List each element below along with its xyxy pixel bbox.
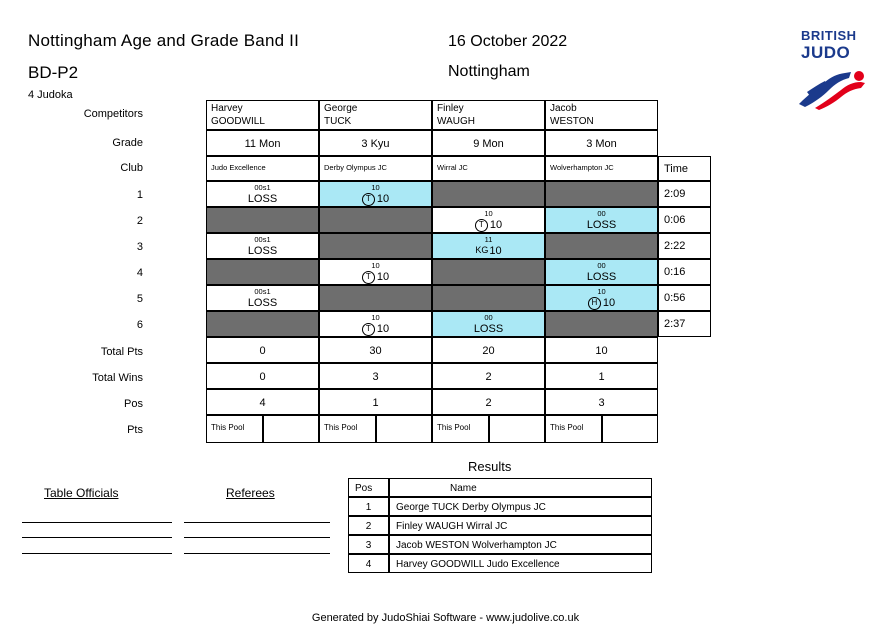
grade-cell-1 (206, 130, 319, 156)
pos-value: 4 (259, 397, 266, 409)
referees-line-3 (184, 553, 330, 554)
result-text: LOSS (247, 245, 278, 257)
grade-value: 11 Mon (244, 138, 281, 150)
referees-label: Referees (226, 486, 275, 500)
match-cell-r2-c4[interactable] (545, 207, 658, 233)
match-cell-r6-c4-blocked (545, 311, 658, 337)
referees-line-1 (184, 522, 330, 523)
pos-value: 1 (372, 397, 379, 409)
pts-pool-cell-1 (206, 415, 263, 443)
results-pos-value: 4 (365, 559, 372, 570)
pos-cell-1 (206, 389, 319, 415)
result-text (433, 245, 544, 257)
total-pts-cell-2 (319, 337, 432, 363)
match-cell-r3-c1[interactable] (206, 233, 319, 259)
results-pos-value: 1 (365, 502, 372, 513)
pts-pool-label: This Pool (437, 423, 471, 432)
score-sub: 10 (371, 313, 380, 322)
match-cell-r1-c1[interactable] (206, 181, 319, 207)
club-value: Judo Excellence (211, 163, 266, 172)
results-name-value: George TUCK Derby Olympus JC (396, 502, 546, 513)
pts-pool-cell-3 (432, 415, 489, 443)
grade-value: 9 Mon (473, 138, 504, 150)
match-cell-r4-c4[interactable] (545, 259, 658, 285)
match-time-r2 (658, 207, 711, 233)
results-pos-value: 3 (365, 540, 372, 551)
match-cell-r5-c2-blocked (319, 285, 432, 311)
match-cell-r4-c1-blocked (206, 259, 319, 285)
event-date: 16 October 2022 (448, 33, 568, 50)
total-pts-value: 10 (595, 345, 608, 357)
grade-value: 3 Kyu (361, 138, 390, 150)
label-club: Club (120, 162, 143, 174)
result-text: LOSS (473, 323, 504, 335)
results-row-name (389, 516, 652, 535)
competitor-cell-3 (432, 100, 545, 130)
match-cell-r2-c2-blocked (319, 207, 432, 233)
results-row-pos (348, 554, 389, 573)
total-pts-cell-1 (206, 337, 319, 363)
score-sub: 00s1 (254, 183, 271, 192)
pos-cell-3 (432, 389, 545, 415)
match-time-r6 (658, 311, 711, 337)
pts-pool-cell-4 (545, 415, 602, 443)
result-text: LOSS (586, 219, 617, 231)
grade-cell-2 (319, 130, 432, 156)
time-value: 2:37 (664, 318, 686, 330)
throw-marker-icon: T (362, 271, 375, 284)
logo-line-1: BRITISH (801, 28, 857, 43)
pts-pool-label: This Pool (550, 423, 584, 432)
pts-value-cell-1[interactable] (263, 415, 319, 443)
label-pts: Pts (127, 424, 143, 436)
throw-marker-icon: T (362, 193, 375, 206)
match-cell-r2-c3[interactable] (432, 207, 545, 233)
pos-value: 2 (485, 397, 492, 409)
results-row-pos (348, 535, 389, 554)
score-sub: 10 (371, 261, 380, 270)
competitor-last-name: TUCK (324, 116, 352, 127)
score-sub: 00s1 (254, 287, 271, 296)
pos-value: 3 (598, 397, 605, 409)
throw-marker-icon: T (362, 323, 375, 336)
pos-cell-2 (319, 389, 432, 415)
table-officials-line-2 (22, 537, 172, 538)
results-row-name (389, 497, 652, 516)
label-competitors: Competitors (83, 108, 143, 120)
total-wins-value: 3 (372, 371, 379, 383)
club-cell-4 (545, 156, 658, 181)
pos-cell-4 (545, 389, 658, 415)
match-time-r1 (658, 181, 711, 207)
pts-pool-label: This Pool (211, 423, 245, 432)
referees-line-2 (184, 537, 330, 538)
club-value: Derby Olympus JC (324, 163, 387, 172)
total-wins-cell-3 (432, 363, 545, 389)
results-row-pos (348, 516, 389, 535)
judoka-figure-icon (795, 64, 869, 112)
result-text: LOSS (247, 193, 278, 205)
club-cell-3 (432, 156, 545, 181)
label-pos: Pos (124, 398, 143, 410)
match-time-r4 (658, 259, 711, 285)
throw-marker-icon: T (475, 219, 488, 232)
match-cell-r6-c3[interactable] (432, 311, 545, 337)
results-header-pos-label: Pos (355, 483, 373, 494)
pts-pool-label: This Pool (324, 423, 358, 432)
footer-text: Generated by JudoShiai Software - www.judolive.co.uk (311, 612, 580, 624)
results-row-name (389, 554, 652, 573)
competitor-last-name: WESTON (550, 116, 594, 127)
hold-marker-icon: H (588, 297, 601, 310)
score-sub: 00 (597, 209, 606, 218)
grade-cell-4 (545, 130, 658, 156)
results-header-pos (348, 478, 389, 497)
label-round-4: 4 (136, 267, 143, 279)
match-cell-r5-c1[interactable] (206, 285, 319, 311)
club-value: Wirral JC (437, 163, 468, 172)
table-officials-line-1 (22, 522, 172, 523)
label-total-wins: Total Wins (92, 372, 143, 384)
grade-cell-3 (432, 130, 545, 156)
label-round-3: 3 (136, 241, 143, 253)
match-cell-r5-c4[interactable] (545, 285, 658, 311)
match-cell-r1-c2[interactable] (319, 181, 432, 207)
competitor-last-name: GOODWILL (211, 116, 265, 127)
results-pos-value: 2 (365, 521, 372, 532)
competitor-first-name: George (324, 103, 358, 114)
competitor-last-name: WAUGH (437, 116, 475, 127)
time-value: 2:09 (664, 188, 686, 200)
score-value: 10 (376, 193, 390, 205)
result-text: LOSS (586, 271, 617, 283)
total-pts-value: 20 (482, 345, 495, 357)
match-cell-r3-c4-blocked (545, 233, 658, 259)
time-value: 2:22 (664, 240, 686, 252)
match-cell-r3-c2-blocked (319, 233, 432, 259)
score-value: 10 (602, 297, 616, 309)
time-value: 0:06 (664, 214, 686, 226)
match-cell-r6-c1-blocked (206, 311, 319, 337)
label-round-1: 1 (136, 189, 143, 201)
results-header-name (389, 478, 652, 497)
time-header-label: Time (664, 163, 689, 175)
kinza-marker-icon: KG (475, 245, 489, 255)
page-title: Nottingham Age and Grade Band II (28, 31, 300, 50)
competitor-first-name: Jacob (550, 103, 577, 114)
total-wins-value: 0 (259, 371, 266, 383)
results-title: Results (468, 459, 512, 474)
result-text (320, 271, 431, 284)
match-cell-r1-c3-blocked (432, 181, 545, 207)
club-cell-2 (319, 156, 432, 181)
match-cell-r4-c2[interactable] (319, 259, 432, 285)
grade-value: 3 Mon (586, 138, 617, 150)
competitor-cell-2 (319, 100, 432, 130)
time-value: 0:56 (664, 292, 686, 304)
results-header-name-label: Name (450, 483, 477, 494)
score-sub: 00 (597, 261, 606, 270)
result-text (433, 219, 544, 232)
pts-pool-cell-2 (319, 415, 376, 443)
match-cell-r1-c4-blocked (545, 181, 658, 207)
club-cell-1 (206, 156, 319, 181)
logo-line-2: JUDO (801, 43, 851, 62)
time-header-cell (658, 156, 711, 181)
total-wins-value: 1 (598, 371, 605, 383)
total-pts-value: 0 (259, 345, 266, 357)
result-text: LOSS (247, 297, 278, 309)
total-pts-value: 30 (369, 345, 382, 357)
competitor-cell-4 (545, 100, 658, 130)
pts-value-cell-2[interactable] (376, 415, 432, 443)
total-wins-value: 2 (485, 371, 492, 383)
pts-value-cell-4[interactable] (602, 415, 658, 443)
match-cell-r4-c3-blocked (432, 259, 545, 285)
result-text (320, 193, 431, 206)
total-pts-cell-4 (545, 337, 658, 363)
label-round-6: 6 (136, 319, 143, 331)
score-value: 10 (489, 219, 503, 231)
score-sub: 11 (484, 235, 493, 244)
total-pts-cell-3 (432, 337, 545, 363)
score-sub: 10 (597, 287, 606, 296)
label-grade: Grade (112, 137, 143, 149)
score-sub: 10 (484, 209, 493, 218)
score-sub: 00s1 (254, 235, 271, 244)
label-round-5: 5 (136, 293, 143, 305)
match-time-r3 (658, 233, 711, 259)
competitor-first-name: Harvey (211, 103, 243, 114)
results-name-value: Jacob WESTON Wolverhampton JC (396, 540, 557, 551)
table-officials-line-3 (22, 553, 172, 554)
time-value: 0:16 (664, 266, 686, 278)
label-total-pts: Total Pts (100, 346, 143, 358)
results-row-pos (348, 497, 389, 516)
results-row-name (389, 535, 652, 554)
table-officials-label: Table Officials (44, 486, 119, 500)
total-wins-cell-4 (545, 363, 658, 389)
match-cell-r3-c3[interactable] (432, 233, 545, 259)
match-cell-r6-c2[interactable] (319, 311, 432, 337)
result-text (320, 323, 431, 336)
club-value: Wolverhampton JC (550, 163, 614, 172)
result-text (546, 297, 657, 310)
match-cell-r2-c1-blocked (206, 207, 319, 233)
results-name-value: Harvey GOODWILL Judo Excellence (396, 559, 560, 570)
event-venue: Nottingham (448, 63, 530, 80)
score-sub: 00 (484, 313, 493, 322)
judoka-count: 4 Judoka (28, 89, 73, 101)
score-value: 10 (376, 323, 390, 335)
pts-value-cell-3[interactable] (489, 415, 545, 443)
pool-id: BD-P2 (28, 63, 79, 82)
total-wins-cell-2 (319, 363, 432, 389)
total-wins-cell-1 (206, 363, 319, 389)
label-round-2: 2 (136, 215, 143, 227)
results-name-value: Finley WAUGH Wirral JC (396, 521, 508, 532)
match-time-r5 (658, 285, 711, 311)
competitor-first-name: Finley (437, 103, 464, 114)
competitor-cell-1 (206, 100, 319, 130)
score-value: 10 (376, 271, 390, 283)
score-sub: 10 (371, 183, 380, 192)
match-cell-r5-c3-blocked (432, 285, 545, 311)
score-value: 10 (489, 245, 502, 257)
british-judo-logo (793, 28, 871, 114)
